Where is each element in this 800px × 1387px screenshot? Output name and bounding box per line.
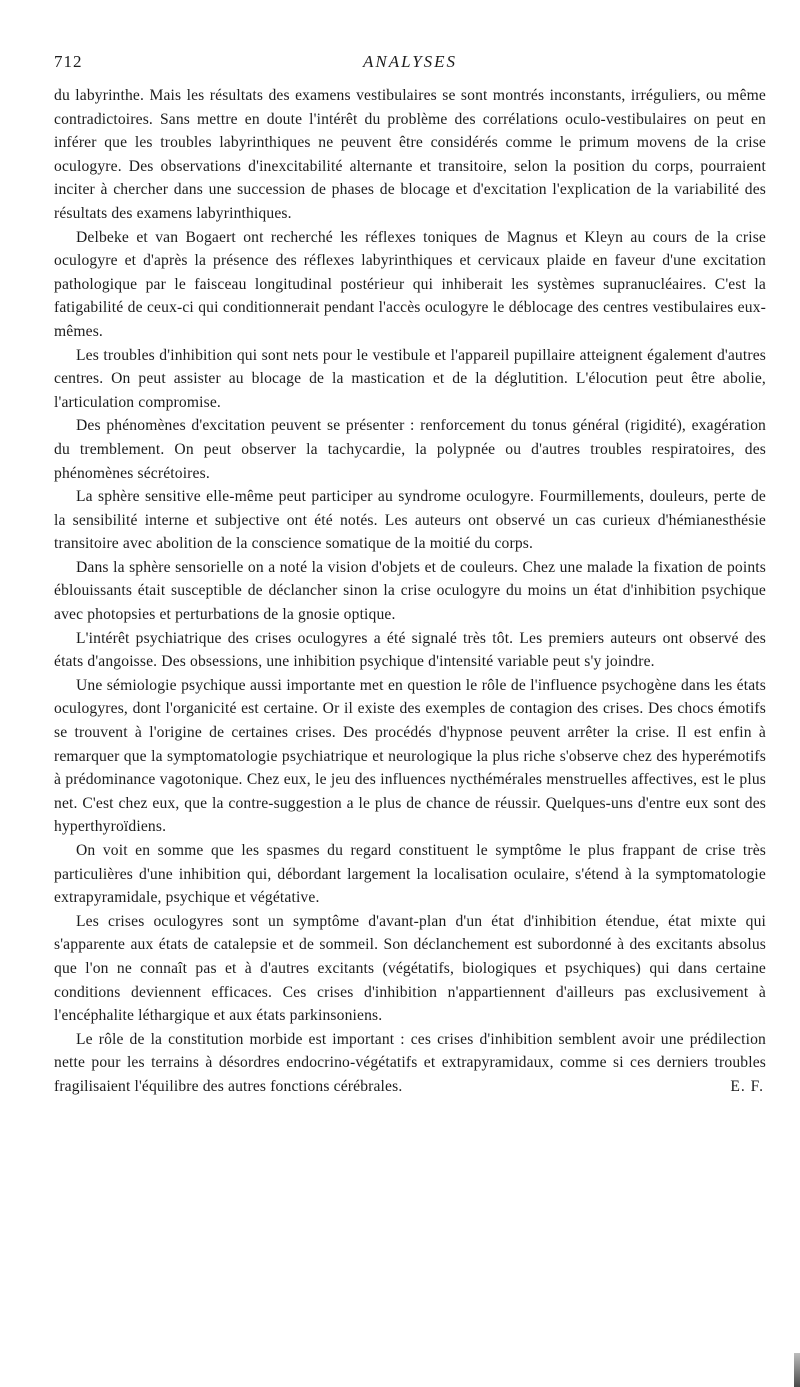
paragraph: du labyrinthe. Mais les résultats des examens vestibulaires se sont montrés inconstants, irréguliers, ou même contradictoires. Sans mettre en doute l'intérêt du problème des corrélations oculo-vestibulaires on peut en inférer que les troubles labyrinthiques ne peuvent être considérés comme le primum movens de la crise oculogyre. Des observations d'inexcitabilité alternante et transitoire, selon la position du corps, pourraient inciter à chercher dans une succession de phases de blocage et d'excitation l'explication de la variabilité des résultats des examens labyrinthiques. — [54, 87, 766, 222]
paragraph: Le rôle de la constitution morbide est important : ces crises d'inhibition semblent avoir une prédilection nette pour les terrains à désordres endocrino-végétatifs et extrapyramidaux, comme si ces derniers troubles fragilisaient l'équilibre des autres fonctions cérébrales. — [54, 1030, 766, 1095]
running-title: ANALYSES — [362, 52, 458, 71]
author-signature: E. F. — [730, 1077, 764, 1095]
page-number: 712 — [54, 52, 83, 71]
paragraph: L'intérêt psychiatrique des crises oculogyres a été signalé très tôt. Les premiers auteurs ont observé des états d'angoisse. Des obsessions, une inhibition psychique d'intensité variable peut s'y joindre. — [54, 629, 766, 671]
paragraph: Des phénomènes d'excitation peuvent se présenter : renforcement du tonus général (rigidité), exagération du tremblement. On peut observer la tachycardie, la polypnée ou d'autres troubles respiratoires, des phénomènes sécrétoires. — [54, 417, 766, 482]
paragraph: On voit en somme que les spasmes du regard constituent le symptôme le plus frappant de crise très particulières d'une inhibition qui, débordant largement la localisation oculaire, s'étend à la symptomatologie extrapyramidale, psychique et végétative. — [54, 842, 766, 907]
running-head — [54, 52, 766, 76]
paragraph: Une sémiologie psychique aussi importante met en question le rôle de l'influence psychogène dans les états oculogyres, dont l'organicité est certaine. Or il existe des exemples de contagion des crises. Des chocs émotifs se trouvent à l'origine de certaines crises. Des procédés d'hypnose peuvent arrêter la crise. Il est enfin à remarquer que la symptomatologie psychiatrique et neurologique la plus riche s'observe chez des hyperémotifs à prédominance vagotonique. Chez eux, le jeu des influences nycthémérales menstruelles affectives, est le plus net. C'est chez eux, que la contre-suggestion a le plus de chance de réussir. Quelques-uns d'entre eux sont des hyperthyroïdiens. — [54, 676, 766, 836]
paragraph: Dans la sphère sensorielle on a noté la vision d'objets et de couleurs. Chez une malade la fixation de points éblouissants était susceptible de déclancher sinon la crise oculogyre du moins un état d'inhibition psychique avec photopsies et perturbations de la gnosie optique. — [54, 558, 766, 624]
article-body — [54, 84, 766, 1099]
paragraph: La sphère sensitive elle-même peut participer au syndrome oculogyre. Fourmillements, douleurs, perte de la sensibilité interne et subjective ont été notés. Les auteurs ont observé un cas curieux d'hémianesthésie transitoire avec abolition de la conscience somatique de la moitié du corps. — [54, 488, 766, 553]
paragraph: Les crises oculogyres sont un symptôme d'avant-plan d'un état d'inhibition étendue, état mixte qui s'apparente aux états de catalepsie et de sommeil. Son déclanchement est subordonné à des excitants absolus que l'on ne connaît pas et à d'autres excitants (végétatifs, biologiques et psychiques) qui dans certaine conditions deviennent efficaces. Ces crises d'inhibition n'appartiennent d'ailleurs pas exclusivement à l'encéphalite léthargique et aux états parkinsoniens. — [54, 912, 766, 1025]
paragraph: Les troubles d'inhibition qui sont nets pour le vestibule et l'appareil pupillaire atteignent également d'autres centres. On peut assister au blocage de la mastication et de la déglutition. L'élocution peut être abolie, l'articulation compromise. — [54, 346, 766, 411]
scan-edge-mark — [794, 1353, 800, 1387]
paragraph: Delbeke et van Bogaert ont recherché les réflexes toniques de Magnus et Kleyn au cours de la crise oculogyre et d'après la présence des réflexes labyrinthiques et cervicaux plaide en faveur d'une excitation pathologique par le faisceau longitudinal postérieur qui inhiberait les systèmes supranucléaires. C'est la fatigabilité de ceux-ci qui conditionnerait pendant l'accès oculogyre le déblocage des centres vestibulaires eux-mêmes. — [54, 228, 766, 340]
